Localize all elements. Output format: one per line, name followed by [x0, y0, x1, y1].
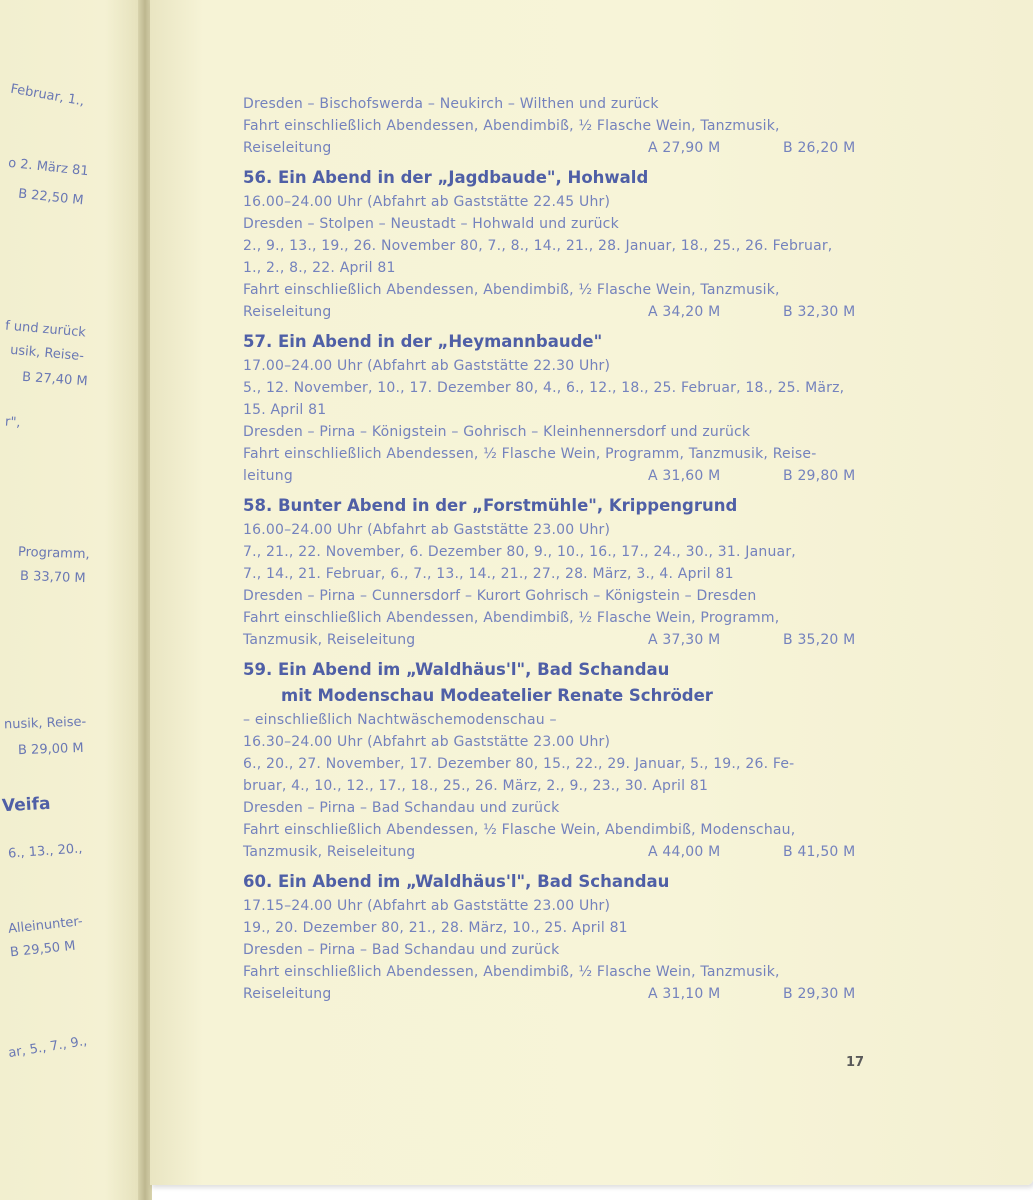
text-line: Fahrt einschließlich Abendessen, Abendimbiß, ½ Flasche Wein, Tanzmusik, [243, 118, 780, 134]
text-line: Dresden – Pirna – Cunnersdorf – Kurort Gohrisch – Königstein – Dresden [243, 588, 757, 604]
text-line: Fahrt einschließlich Abendessen, ½ Flasche Wein, Programm, Tanzmusik, Reise- [243, 446, 817, 462]
text-line: 7., 21., 22. November, 6. Dezember 80, 9., 10., 16., 17., 24., 30., 31. Januar, [243, 544, 796, 560]
text-line: 16.00–24.00 Uhr (Abfahrt ab Gaststätte 23.00 Uhr) [243, 522, 611, 538]
left-fragment: f und zurück [4, 318, 87, 341]
entry-59 [243, 657, 868, 863]
text-line: – einschließlich Nachtwäschemodenschau – [243, 712, 557, 728]
entry-subtitle: mit Modenschau Modeatelier Renate Schröder [281, 686, 713, 705]
left-fragment: nusik, Reise- [3, 714, 87, 733]
text-line: Dresden – Bischofswerda – Neukirch – Wilthen und zurück [243, 96, 659, 112]
price-b: B 26,20 M [783, 140, 856, 156]
text-line: 19., 20. Dezember 80, 21., 28. März, 10., 25. April 81 [243, 920, 628, 936]
entry-title: 59. Ein Abend im „Waldhäus'l", Bad Schandau [243, 660, 670, 679]
entry-57 [243, 329, 868, 487]
price-b: B 32,30 M [783, 304, 856, 320]
text-line: 17.15–24.00 Uhr (Abfahrt ab Gaststätte 23.00 Uhr) [243, 898, 611, 914]
program-listing [243, 93, 868, 1005]
text-line: Dresden – Pirna – Bad Schandau und zurück [243, 800, 560, 816]
text-line: Fahrt einschließlich Abendessen, ½ Flasche Wein, Abendimbiß, Modenschau, [243, 822, 796, 838]
text-line-end: leitung [243, 468, 293, 484]
left-fragment: 6., 13., 20., [7, 841, 83, 862]
left-fragment: Februar, 1., [9, 81, 86, 110]
text-line: 15. April 81 [243, 402, 327, 418]
text-line: Dresden – Pirna – Bad Schandau und zurück [243, 942, 560, 958]
text-line: 16.30–24.00 Uhr (Abfahrt ab Gaststätte 23.00 Uhr) [243, 734, 611, 750]
text-line-end: Tanzmusik, Reiseleitung [243, 844, 416, 860]
intro-block [243, 93, 868, 159]
left-fragment: ar, 5., 7., 9., [7, 1033, 89, 1062]
left-fragment: r", [4, 414, 21, 431]
price-line [243, 137, 868, 159]
left-fragment: B 22,50 M [17, 186, 85, 209]
entry-title: 60. Ein Abend im „Waldhäus'l", Bad Schandau [243, 872, 670, 891]
text-line: Fahrt einschließlich Abendessen, Abendimbiß, ½ Flasche Wein, Tanzmusik, [243, 282, 780, 298]
text-line-end: Reiseleitung [243, 986, 332, 1002]
price-line [243, 465, 868, 487]
text-line: 17.00–24.00 Uhr (Abfahrt ab Gaststätte 22.30 Uhr) [243, 358, 611, 374]
price-line [243, 301, 868, 323]
text-line: 6., 20., 27. November, 17. Dezember 80, 15., 22., 29. Januar, 5., 19., 26. Fe- [243, 756, 795, 772]
left-fragment: Alleinunter- [7, 914, 84, 937]
price-a: A 37,30 M [648, 632, 721, 648]
price-line [243, 983, 868, 1005]
price-a: A 27,90 M [648, 140, 721, 156]
text-line-end: Reiseleitung [243, 140, 332, 156]
text-line-end: Reiseleitung [243, 304, 332, 320]
left-fragment: B 29,00 M [17, 740, 84, 759]
left-fragment: Programm, [17, 544, 90, 563]
left-fragment: B 33,70 M [19, 568, 86, 587]
entry-title: 58. Bunter Abend in der „Forstmühle", Krippengrund [243, 496, 738, 515]
left-fragment: usik, Reise- [9, 342, 85, 365]
text-line: 5., 12. November, 10., 17. Dezember 80, 4., 6., 12., 18., 25. Februar, 18., 25. März, [243, 380, 845, 396]
text-line: 1., 2., 8., 22. April 81 [243, 260, 396, 276]
page-number: 17 [846, 1055, 865, 1070]
price-line [243, 629, 868, 651]
text-line: Dresden – Pirna – Königstein – Gohrisch – Kleinhennersdorf und zurück [243, 424, 751, 440]
left-fragment-heading: Veifa [1, 793, 51, 817]
entry-60 [243, 869, 868, 1005]
entry-58 [243, 493, 868, 651]
price-a: A 31,60 M [648, 468, 721, 484]
text-line: 16.00–24.00 Uhr (Abfahrt ab Gaststätte 22.45 Uhr) [243, 194, 611, 210]
left-fragment: o 2. März 81 [7, 155, 90, 180]
text-line: 7., 14., 21. Februar, 6., 7., 13., 14., 21., 27., 28. März, 3., 4. April 81 [243, 566, 734, 582]
price-b: B 29,30 M [783, 986, 856, 1002]
price-b: B 35,20 M [783, 632, 856, 648]
text-line: Fahrt einschließlich Abendessen, Abendimbiß, ½ Flasche Wein, Programm, [243, 610, 780, 626]
entry-title: 56. Ein Abend in der „Jagdbaude", Hohwald [243, 168, 649, 187]
price-b: B 41,50 M [783, 844, 856, 860]
left-fragment: B 27,40 M [21, 369, 89, 390]
text-line: bruar, 4., 10., 12., 17., 18., 25., 26. März, 2., 9., 23., 30. April 81 [243, 778, 709, 794]
entry-title: 57. Ein Abend in der „Heymannbaude" [243, 332, 603, 351]
text-line: 2., 9., 13., 19., 26. November 80, 7., 8., 14., 21., 28. Januar, 18., 25., 26. Februar, [243, 238, 833, 254]
entry-56 [243, 165, 868, 323]
left-fragment: B 29,50 M [9, 938, 77, 961]
text-line-end: Tanzmusik, Reiseleitung [243, 632, 416, 648]
price-line [243, 841, 868, 863]
price-a: A 34,20 M [648, 304, 721, 320]
price-a: A 44,00 M [648, 844, 721, 860]
left-page [0, 0, 150, 1200]
text-line: Dresden – Stolpen – Neustadt – Hohwald und zurück [243, 216, 619, 232]
price-b: B 29,80 M [783, 468, 856, 484]
text-line: Fahrt einschließlich Abendessen, Abendimbiß, ½ Flasche Wein, Tanzmusik, [243, 964, 780, 980]
price-a: A 31,10 M [648, 986, 721, 1002]
